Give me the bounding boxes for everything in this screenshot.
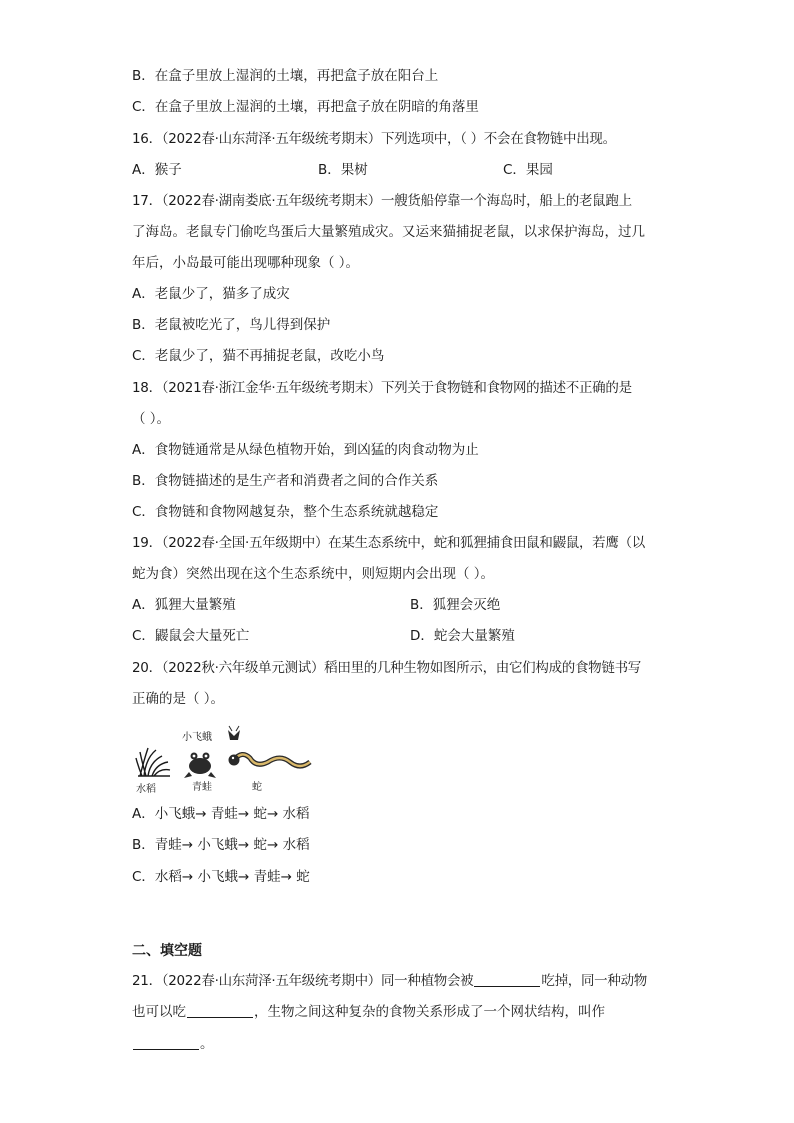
q16-stem: 16．（2022春·山东菏泽·五年级统考期末）下列选项中，（ ）不会在食物链中出现。 bbox=[132, 131, 616, 147]
q20-option-c: C．水稻→ 小飞蛾→ 青蛙→ 蛇 bbox=[132, 869, 310, 885]
snake-label: 蛇 bbox=[252, 782, 262, 793]
q21-text-2b: ，生物之间这种复杂的食物关系形成了一个网状结构，叫作 bbox=[254, 1004, 605, 1020]
q16-option-c: C．果园 bbox=[503, 162, 553, 178]
frog-label: 青蛙 bbox=[192, 782, 212, 793]
q18-option-b: B．食物链描述的是生产者和消费者之间的合作关系 bbox=[132, 473, 439, 489]
q19-option-c: C．鼹鼠会大量死亡 bbox=[132, 628, 250, 644]
q17-stem-line1: 17．（2022春·湖南娄底·五年级统考期末）一艘货船停靠一个海岛时，船上的老鼠跑上 bbox=[132, 193, 632, 209]
q17-stem-line2: 了海岛。老鼠专门偷吃鸟蛋后大量繁殖成灾。又运来猫捕捉老鼠，以求保护海岛，过几 bbox=[132, 224, 645, 240]
q18-option-c: C．食物链和食物网越复杂，整个生态系统就越稳定 bbox=[132, 504, 439, 520]
q20-stem-line1: 20．（2022秋·六年级单元测试）稻田里的几种生物如图所示，由它们构成的食物链书写 bbox=[132, 660, 641, 676]
q17-stem-line3: 年后，小岛最可能出现哪种现象（ ）。 bbox=[132, 255, 360, 271]
q20-option-a: A．小飞蛾→ 青蛙→ 蛇→ 水稻 bbox=[132, 806, 310, 822]
q18-stem-line2: （ ）。 bbox=[132, 411, 171, 427]
moth-label: 小飞蛾 bbox=[182, 732, 212, 743]
q15-option-c: C．在盒子里放上湿润的土壤，再把盒子放在阴暗的角落里 bbox=[132, 99, 479, 115]
q20-option-b: B．青蛙→ 小飞蛾→ 蛇→ 水稻 bbox=[132, 837, 310, 853]
frog-icon bbox=[184, 753, 216, 779]
section-title-fill-in: 二、填空题 bbox=[132, 943, 202, 959]
q21-blank-2[interactable] bbox=[187, 1003, 253, 1018]
q21-blank-1[interactable] bbox=[474, 972, 540, 987]
snake-icon bbox=[229, 754, 310, 766]
q21-text-3b: 。 bbox=[200, 1036, 214, 1052]
q19-option-b: B．狐狸会灭绝 bbox=[410, 597, 501, 613]
moth-icon bbox=[228, 726, 240, 740]
q17-option-c: C．老鼠少了，猫不再捕捉老鼠，改吃小鸟 bbox=[132, 348, 385, 364]
rice-plant-icon bbox=[136, 748, 170, 776]
q20-stem-line2: 正确的是（ ）。 bbox=[132, 691, 225, 707]
q19-stem-line1: 19．（2022春·全国·五年级期中）在某生态系统中，蛇和狐狸捕食田鼠和鼹鼠，若鹰（以 bbox=[132, 535, 645, 551]
q19-option-a: A．狐狸大量繁殖 bbox=[132, 597, 236, 613]
q21-text-1b: 吃掉，同一种动物 bbox=[541, 973, 647, 989]
q18-stem-line1: 18．（2021春·浙江金华·五年级统考期末）下列关于食物链和食物网的描述不正确的是 bbox=[132, 380, 632, 396]
q16-option-b: B．果树 bbox=[318, 162, 368, 178]
q15-option-b: B．在盒子里放上湿润的土壤，再把盒子放在阳台上 bbox=[132, 68, 439, 84]
q16-option-a: A．猴子 bbox=[132, 162, 182, 178]
q21-text-2a: 也可以吃 bbox=[132, 1004, 186, 1020]
rice-field-organisms-illustration bbox=[134, 722, 324, 796]
q17-option-b: B．老鼠被吃光了，鸟儿得到保护 bbox=[132, 317, 331, 333]
q21-blank-3[interactable] bbox=[133, 1035, 199, 1050]
q17-option-a: A．老鼠少了，猫多了成灾 bbox=[132, 286, 290, 302]
q19-stem-line2: 蛇为食）突然出现在这个生态系统中，则短期内会出现（ ）。 bbox=[132, 566, 495, 582]
q18-option-a: A．食物链通常是从绿色植物开始，到凶猛的肉食动物为止 bbox=[132, 442, 479, 458]
rice-label: 水稻 bbox=[136, 784, 156, 795]
q21-stem-line1 bbox=[132, 971, 647, 991]
q19-option-d: D．蛇会大量繁殖 bbox=[410, 628, 515, 644]
rice-field-food-chain-figure bbox=[134, 722, 324, 796]
q21-stem-line3 bbox=[132, 1034, 214, 1054]
q21-text-1a: 21．（2022春·山东菏泽·五年级统考期中）同一种植物会被 bbox=[132, 973, 474, 989]
q21-stem-line2 bbox=[132, 1002, 605, 1022]
